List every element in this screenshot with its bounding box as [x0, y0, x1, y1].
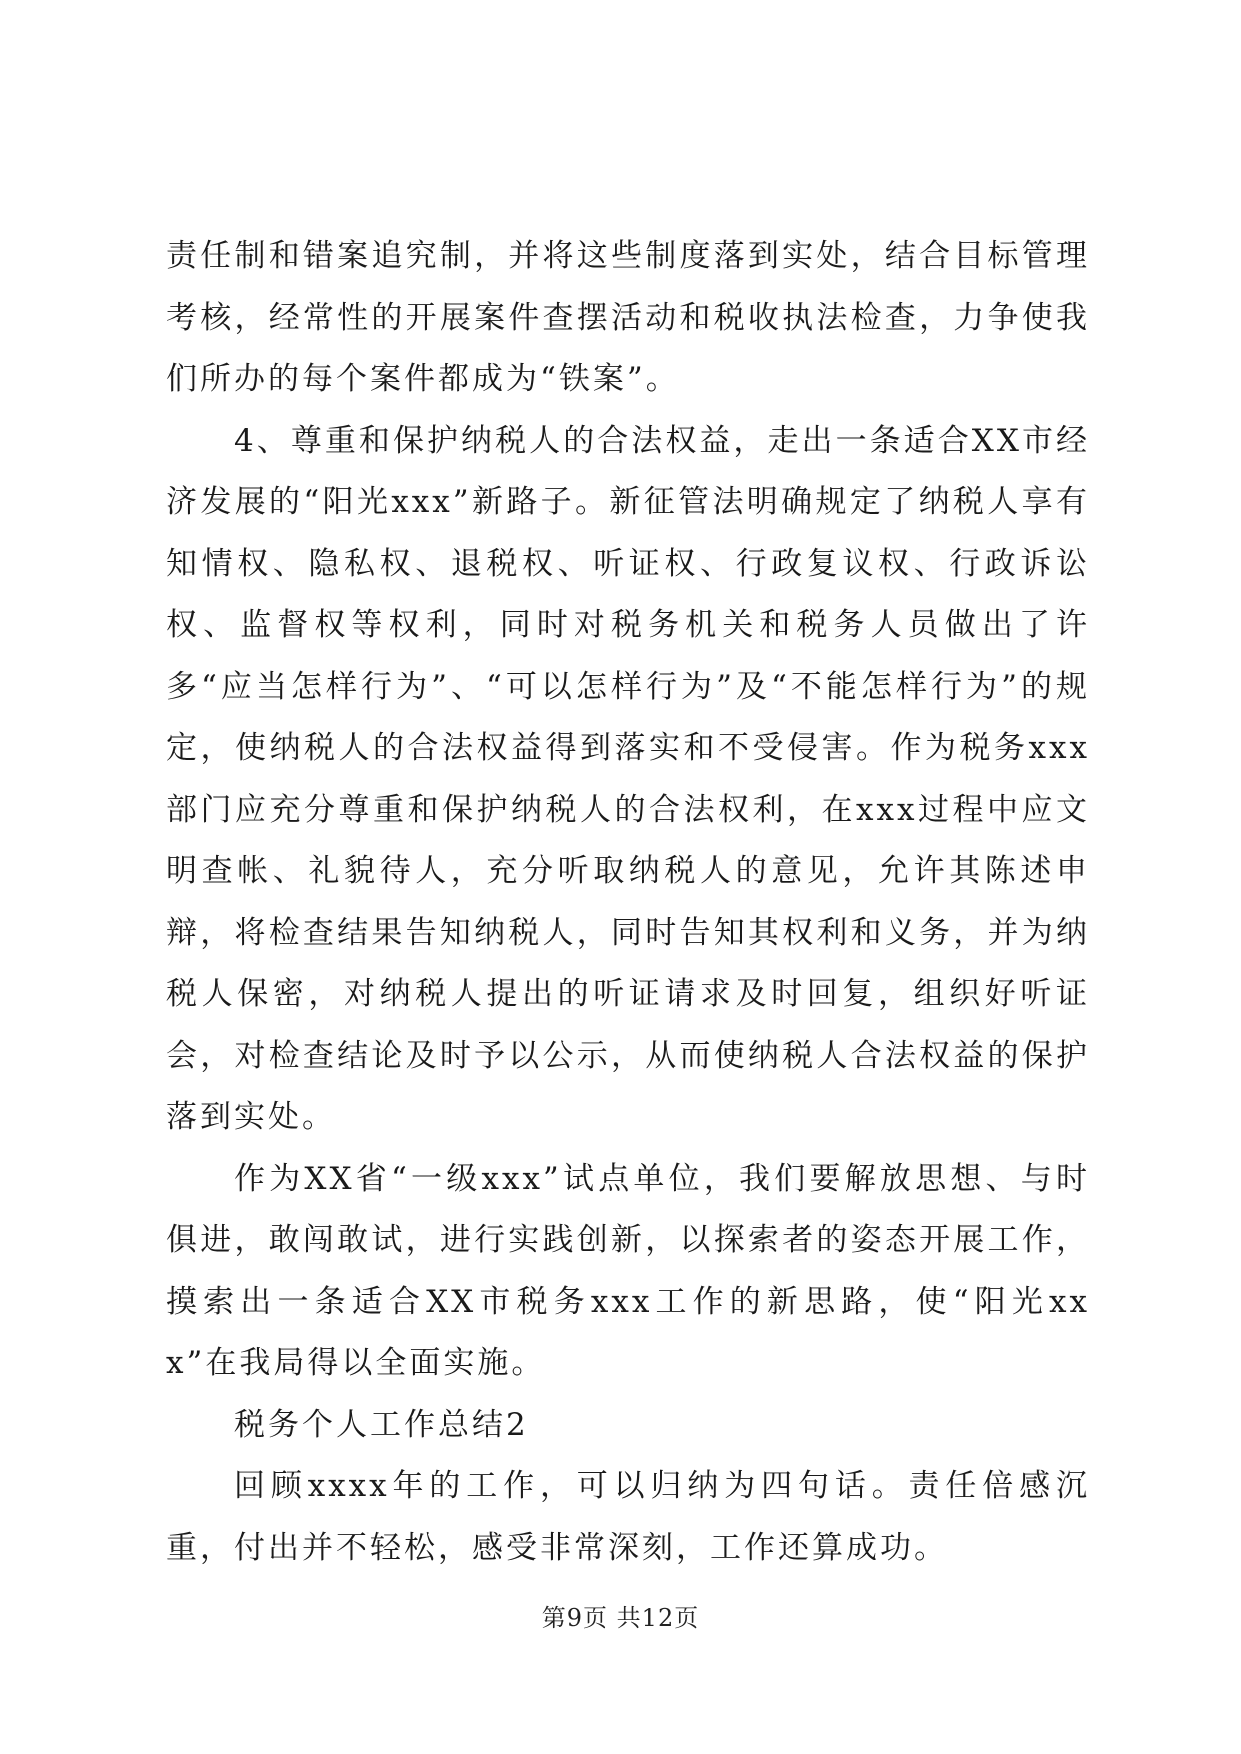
page-number-footer: 第9页 共12页 — [541, 1604, 700, 1632]
section-heading: 税务个人工作总结2 — [234, 1406, 529, 1443]
paragraph-1: 责任制和错案追究制，并将这些制度落到实处，结合目标管理考核，经常性的开展案件查摆活动和税收执法检查，力争使我们所办的每个案件都成为“铁案”。 — [166, 238, 1090, 397]
paragraph-2: 4、尊重和保护纳税人的合法权益，走出一条适合XX市经济发展的“阳光xxx”新路子。新征管法明确规定了纳税人享有知情权、隐私权、退税权、听证权、行政复议权、行政诉讼权、监督权等权利，同时对税务机关和税务人员做出了许多“应当怎样行为”、“可以怎样行为”及“不能怎样行为”的规定，使纳税人的合法权益得到落实和不受侵害。作为税务xxx部门应充分尊重和保护纳税人的合法权利，在xxx过程中应文明查帐、礼貌待人，充分听取纳税人的意见，允许其陈述申辩，将检查结果告知纳税人，同时告知其权利和义务，并为纳税人保密，对纳税人提出的听证请求及时回复，组织好听证会，对检查结论及时予以公示，从而使纳税人合法权益的保护落到实处。 — [166, 422, 1090, 1135]
paragraph-4: 回顾xxxx年的工作，可以归纳为四句话。责任倍感沉重，付出并不轻松，感受非常深刻，工作还算成功。 — [166, 1468, 1090, 1566]
document-body — [166, 226, 1090, 1579]
paragraph-3: 作为XX省“一级xxx”试点单位，我们要解放思想、与时俱进，敢闯敢试，进行实践创新，以探索者的姿态开展工作，摸索出一条适合XX市税务xxx工作的新思路，使“阳光xxx”在我局得以全面实施。 — [166, 1160, 1090, 1381]
